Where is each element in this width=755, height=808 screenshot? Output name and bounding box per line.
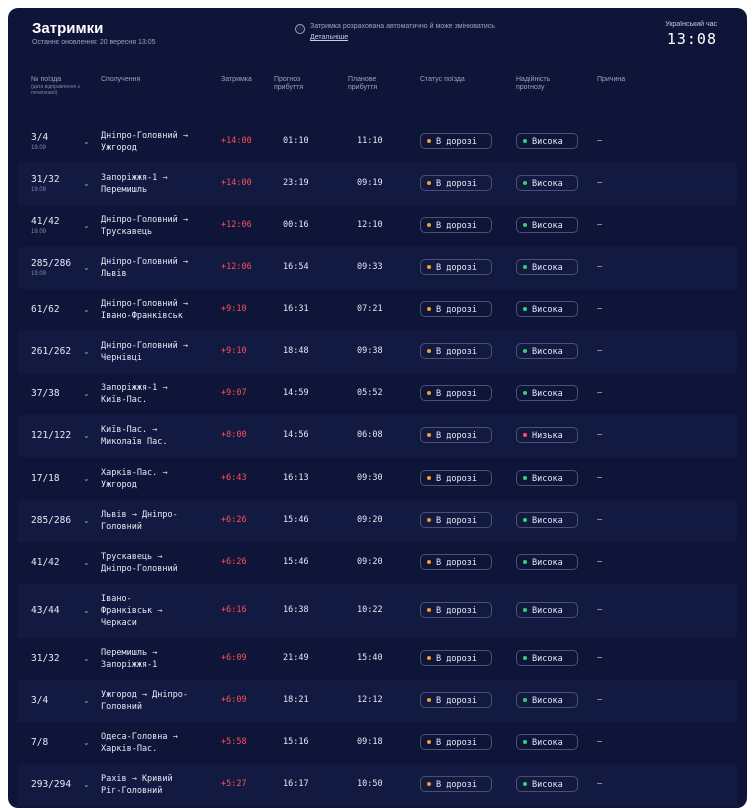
column-header-reason: Причина xyxy=(597,76,626,83)
status-badge xyxy=(420,427,492,443)
route xyxy=(101,689,188,713)
status-badge xyxy=(420,301,492,317)
status-text: В дорозі xyxy=(436,738,477,748)
reliability-text: Висока xyxy=(532,516,563,526)
route-line: Перемишль → xyxy=(101,648,158,658)
status-badge xyxy=(420,133,492,149)
reason-value: — xyxy=(597,779,603,789)
column-header-reliability: Надійність прогнозу xyxy=(516,76,551,91)
delay-value: +6:16 xyxy=(221,605,247,615)
train-number: 37/38 xyxy=(31,388,60,399)
reliability-dot-icon xyxy=(523,265,527,269)
route xyxy=(101,256,188,280)
chevron-down-icon[interactable]: ⌄ xyxy=(83,389,90,398)
route-line: Головний xyxy=(101,522,142,532)
reliability-text: Висока xyxy=(532,696,563,706)
eta-time: 16:31 xyxy=(283,304,309,314)
eta-time: 21:49 xyxy=(283,653,309,663)
reliability-badge xyxy=(516,602,578,618)
route-line: Рахів → Кривий xyxy=(101,774,173,784)
route-line: Франківськ → xyxy=(101,606,163,616)
reliability-badge xyxy=(516,512,578,528)
status-dot-icon xyxy=(427,608,431,612)
train-number: 41/42 xyxy=(31,557,60,568)
table-row[interactable] xyxy=(18,163,737,205)
clock: 13:08 xyxy=(666,30,717,48)
status-dot-icon xyxy=(427,518,431,522)
scheduled-time: 10:22 xyxy=(357,605,383,615)
route-line: Ужгород xyxy=(101,143,137,153)
chevron-down-icon[interactable]: ⌄ xyxy=(83,558,90,567)
table-row[interactable] xyxy=(18,500,737,542)
table-row[interactable] xyxy=(18,247,737,289)
table-row[interactable] xyxy=(18,457,737,500)
chevron-down-icon[interactable]: ⌄ xyxy=(83,221,90,230)
route-line: Трускавець → xyxy=(101,552,163,562)
status-badge xyxy=(420,776,492,792)
column-header-status: Статус поїзда xyxy=(420,76,465,83)
status-dot-icon xyxy=(427,265,431,269)
chevron-down-icon[interactable]: ⌄ xyxy=(83,431,90,440)
reason-value: — xyxy=(597,515,603,525)
status-text: В дорозі xyxy=(436,347,477,357)
status-badge xyxy=(420,734,492,750)
reliability-dot-icon xyxy=(523,223,527,227)
reason-value: — xyxy=(597,262,603,272)
reliability-dot-icon xyxy=(523,307,527,311)
status-badge xyxy=(420,512,492,528)
eta-time: 14:59 xyxy=(283,388,309,398)
route xyxy=(101,773,173,797)
scheduled-time: 05:52 xyxy=(357,388,383,398)
route-line: Головний xyxy=(101,702,142,712)
route-line: Ужгород xyxy=(101,480,137,490)
reliability-text: Висока xyxy=(532,263,563,273)
table-row[interactable] xyxy=(18,415,737,457)
delay-value: +6:26 xyxy=(221,515,247,525)
reliability-text: Висока xyxy=(532,606,563,616)
status-text: В дорозі xyxy=(436,516,477,526)
info-icon: ⓘ xyxy=(296,26,303,32)
eta-time: 00:16 xyxy=(283,220,309,230)
scheduled-time: 09:30 xyxy=(357,473,383,483)
scheduled-time: 09:19 xyxy=(357,178,383,188)
chevron-down-icon[interactable]: ⌄ xyxy=(83,696,90,705)
status-badge xyxy=(420,650,492,666)
table-row[interactable] xyxy=(18,638,737,680)
status-badge xyxy=(420,259,492,275)
column-header-scheduled: Планове прибуття xyxy=(348,76,378,91)
route xyxy=(101,551,178,575)
reliability-text: Висока xyxy=(532,558,563,568)
reliability-dot-icon xyxy=(523,476,527,480)
route-line: Трускавець xyxy=(101,227,153,237)
status-badge xyxy=(420,175,492,191)
eta-time: 16:13 xyxy=(283,473,309,483)
route-line: Київ-Пас. xyxy=(101,395,148,405)
reliability-text: Низька xyxy=(532,431,563,441)
column-header-eta: Прогноз прибуття xyxy=(274,76,304,91)
scheduled-time: 10:50 xyxy=(357,779,383,789)
reliability-badge xyxy=(516,470,578,486)
route xyxy=(101,382,168,406)
route-line: Черкаси xyxy=(101,618,137,628)
status-text: В дорозі xyxy=(436,305,477,315)
table-row[interactable] xyxy=(18,331,737,373)
chevron-down-icon[interactable]: ⌄ xyxy=(83,738,90,747)
delay-value: +9:10 xyxy=(221,304,247,314)
reliability-dot-icon xyxy=(523,608,527,612)
reliability-dot-icon xyxy=(523,391,527,395)
status-dot-icon xyxy=(427,740,431,744)
status-badge xyxy=(420,217,492,233)
departure-date: 19.09 xyxy=(31,187,47,193)
reliability-text: Висока xyxy=(532,179,563,189)
reliability-dot-icon xyxy=(523,560,527,564)
reliability-text: Висока xyxy=(532,347,563,357)
route-line: Харків-Пас. xyxy=(101,744,158,754)
status-text: В дорозі xyxy=(436,263,477,273)
table-row[interactable] xyxy=(18,722,737,764)
route xyxy=(101,424,168,448)
route xyxy=(101,214,188,238)
status-dot-icon xyxy=(427,656,431,660)
chevron-down-icon[interactable]: ⌄ xyxy=(83,137,90,146)
route-line: Дніпро-Головний → xyxy=(101,215,188,225)
train-number: 7/8 xyxy=(31,737,49,748)
status-text: В дорозі xyxy=(436,780,477,790)
reason-value: — xyxy=(597,737,603,747)
status-text: В дорозі xyxy=(436,696,477,706)
route-line: Одеса-Головна → xyxy=(101,732,178,742)
scheduled-time: 12:10 xyxy=(357,220,383,230)
route-line: Чернівці xyxy=(101,353,142,363)
table-row[interactable] xyxy=(18,205,737,247)
eta-time: 16:17 xyxy=(283,779,309,789)
table-row[interactable] xyxy=(18,542,737,584)
reliability-text: Висока xyxy=(532,738,563,748)
chevron-down-icon[interactable]: ⌄ xyxy=(83,654,90,663)
departure-date: 19.09 xyxy=(31,271,47,277)
reliability-badge xyxy=(516,175,578,191)
reliability-dot-icon xyxy=(523,782,527,786)
reliability-badge xyxy=(516,259,578,275)
delay-value: +5:58 xyxy=(221,737,247,747)
route-line: Запоріжжя-1 → xyxy=(101,173,168,183)
reason-value: — xyxy=(597,653,603,663)
column-header-route: Сполучення xyxy=(101,76,141,83)
reliability-dot-icon xyxy=(523,698,527,702)
eta-time: 23:19 xyxy=(283,178,309,188)
train-number: 31/32 xyxy=(31,174,60,185)
status-dot-icon xyxy=(427,560,431,564)
table-row[interactable] xyxy=(18,120,737,163)
route xyxy=(101,298,188,322)
scheduled-time: 11:10 xyxy=(357,136,383,146)
route-line: Івано-Франківськ xyxy=(101,311,183,321)
route xyxy=(101,731,178,755)
route-line: Івано- xyxy=(101,594,132,604)
chevron-down-icon[interactable]: ⌄ xyxy=(83,263,90,272)
train-number: 293/294 xyxy=(31,779,72,790)
status-text: В дорозі xyxy=(436,606,477,616)
reliability-badge xyxy=(516,692,578,708)
reason-value: — xyxy=(597,220,603,230)
train-number: 3/4 xyxy=(31,695,49,706)
reliability-text: Висока xyxy=(532,389,563,399)
reliability-badge xyxy=(516,776,578,792)
reason-value: — xyxy=(597,605,603,615)
reliability-dot-icon xyxy=(523,181,527,185)
route xyxy=(101,593,162,629)
reliability-badge xyxy=(516,217,578,233)
reliability-dot-icon xyxy=(523,656,527,660)
status-dot-icon xyxy=(427,307,431,311)
table-row[interactable] xyxy=(18,680,737,722)
reason-value: — xyxy=(597,557,603,567)
delay-value: +8:00 xyxy=(221,430,247,440)
reason-value: — xyxy=(597,473,603,483)
scheduled-time: 09:20 xyxy=(357,557,383,567)
eta-time: 16:54 xyxy=(283,262,309,272)
reliability-badge xyxy=(516,133,578,149)
status-badge xyxy=(420,554,492,570)
delay-value: +6:26 xyxy=(221,557,247,567)
train-number: 285/286 xyxy=(31,515,72,526)
delay-value: +6:43 xyxy=(221,473,247,483)
status-dot-icon xyxy=(427,476,431,480)
status-badge xyxy=(420,343,492,359)
column-header-train-sub: (дата відправлення з початкової) xyxy=(31,84,80,96)
chevron-down-icon[interactable]: ⌄ xyxy=(83,606,90,615)
route xyxy=(101,509,178,533)
status-text: В дорозі xyxy=(436,474,477,484)
train-number: 31/32 xyxy=(31,653,60,664)
delay-value: +9:07 xyxy=(221,388,247,398)
reason-value: — xyxy=(597,178,603,188)
route-line: Ріг-Головний xyxy=(101,786,163,796)
status-dot-icon xyxy=(427,782,431,786)
status-text: В дорозі xyxy=(436,558,477,568)
route-line: Львів xyxy=(101,269,127,279)
status-dot-icon xyxy=(427,391,431,395)
eta-time: 01:10 xyxy=(283,136,309,146)
route-line: Миколаїв Пас. xyxy=(101,437,168,447)
eta-time: 18:48 xyxy=(283,346,309,356)
reliability-text: Висока xyxy=(532,221,563,231)
reason-value: — xyxy=(597,388,603,398)
route-line: Дніпро-Головний xyxy=(101,564,178,574)
route xyxy=(101,647,157,671)
chevron-down-icon[interactable]: ⌄ xyxy=(83,347,90,356)
reliability-dot-icon xyxy=(523,349,527,353)
route-line: Ужгород → Дніпро- xyxy=(101,690,188,700)
delay-value: +12:06 xyxy=(221,262,252,272)
eta-time: 18:21 xyxy=(283,695,309,705)
eta-time: 16:38 xyxy=(283,605,309,615)
status-dot-icon xyxy=(427,181,431,185)
route-line: Київ-Пас. → xyxy=(101,425,158,435)
reliability-badge xyxy=(516,301,578,317)
route xyxy=(101,467,168,491)
ukrainian-time-label: Український час xyxy=(665,21,717,28)
route xyxy=(101,172,168,196)
chevron-down-icon[interactable]: ⌄ xyxy=(83,516,90,525)
route-line: Харків-Пас. → xyxy=(101,468,168,478)
reliability-badge xyxy=(516,427,578,443)
scheduled-time: 06:08 xyxy=(357,430,383,440)
eta-time: 15:46 xyxy=(283,557,309,567)
train-number: 261/262 xyxy=(31,346,72,357)
chevron-down-icon[interactable]: ⌄ xyxy=(83,780,90,789)
scheduled-time: 12:12 xyxy=(357,695,383,705)
delay-value: +5:27 xyxy=(221,779,247,789)
reason-value: — xyxy=(597,430,603,440)
eta-time: 15:46 xyxy=(283,515,309,525)
reliability-text: Висока xyxy=(532,654,563,664)
route-line: Запоріжжя-1 → xyxy=(101,383,168,393)
column-header-train: № поїзда (дата відправлення з початкової) xyxy=(31,76,91,96)
reason-value: — xyxy=(597,695,603,705)
scheduled-time: 09:20 xyxy=(357,515,383,525)
delays-panel xyxy=(8,8,747,808)
reliability-text: Висока xyxy=(532,780,563,790)
train-number: 3/4 xyxy=(31,132,49,143)
status-dot-icon xyxy=(427,139,431,143)
status-text: В дорозі xyxy=(436,179,477,189)
info-text: Затримка розрахована автоматично й може змінюватись xyxy=(310,23,495,30)
departure-date: 19.09 xyxy=(31,145,47,151)
table-row[interactable] xyxy=(18,289,737,331)
reliability-dot-icon xyxy=(523,518,527,522)
route xyxy=(101,130,188,154)
last-updated-text: Останнє оновлення: 20 вересня 13:05 xyxy=(32,39,156,46)
status-dot-icon xyxy=(427,223,431,227)
status-text: В дорозі xyxy=(436,654,477,664)
reliability-dot-icon xyxy=(523,433,527,437)
reliability-badge xyxy=(516,650,578,666)
delay-value: +6:09 xyxy=(221,653,247,663)
status-dot-icon xyxy=(427,433,431,437)
status-text: В дорозі xyxy=(436,137,477,147)
reliability-badge xyxy=(516,385,578,401)
train-number: 43/44 xyxy=(31,605,60,616)
status-dot-icon xyxy=(427,698,431,702)
reliability-badge xyxy=(516,343,578,359)
reason-value: — xyxy=(597,346,603,356)
train-number: 285/286 xyxy=(31,258,72,269)
status-dot-icon xyxy=(427,349,431,353)
train-number: 121/122 xyxy=(31,430,72,441)
route-line: Запоріжжя-1 xyxy=(101,660,158,670)
reliability-dot-icon xyxy=(523,740,527,744)
route-line: Львів → Дніпро- xyxy=(101,510,178,520)
details-link[interactable]: Детальніше xyxy=(310,34,349,41)
route-line: Дніпро-Головний → xyxy=(101,299,188,309)
chevron-down-icon[interactable]: ⌄ xyxy=(83,474,90,483)
scheduled-time: 09:33 xyxy=(357,262,383,272)
train-number: 61/62 xyxy=(31,304,60,315)
scheduled-time: 09:38 xyxy=(357,346,383,356)
chevron-down-icon[interactable]: ⌄ xyxy=(83,179,90,188)
route-line: Дніпро-Головний → xyxy=(101,131,188,141)
delay-value: +12:06 xyxy=(221,220,252,230)
page-title: Затримки xyxy=(32,20,104,37)
table-row[interactable] xyxy=(18,584,737,638)
train-number: 17/18 xyxy=(31,473,60,484)
status-text: В дорозі xyxy=(436,431,477,441)
reliability-text: Висока xyxy=(532,305,563,315)
status-badge xyxy=(420,470,492,486)
delay-value: +14:00 xyxy=(221,136,252,146)
status-text: В дорозі xyxy=(436,221,477,231)
reliability-text: Висока xyxy=(532,137,563,147)
route-line: Перемишль xyxy=(101,185,148,195)
table-row[interactable] xyxy=(18,373,737,415)
route xyxy=(101,340,188,364)
status-text: В дорозі xyxy=(436,389,477,399)
eta-time: 15:16 xyxy=(283,737,309,747)
reason-value: — xyxy=(597,304,603,314)
eta-time: 14:56 xyxy=(283,430,309,440)
reliability-badge xyxy=(516,734,578,750)
status-badge xyxy=(420,602,492,618)
status-badge xyxy=(420,385,492,401)
delay-value: +14:00 xyxy=(221,178,252,188)
scheduled-time: 15:40 xyxy=(357,653,383,663)
route-line: Дніпро-Головний → xyxy=(101,257,188,267)
reliability-text: Висока xyxy=(532,474,563,484)
train-number: 41/42 xyxy=(31,216,60,227)
reason-value: — xyxy=(597,136,603,146)
chevron-down-icon[interactable]: ⌄ xyxy=(83,305,90,314)
reliability-dot-icon xyxy=(523,139,527,143)
column-header-delay: Затримка xyxy=(221,76,252,83)
route-line: Дніпро-Головний → xyxy=(101,341,188,351)
status-badge xyxy=(420,692,492,708)
reliability-badge xyxy=(516,554,578,570)
departure-date: 19.09 xyxy=(31,229,47,235)
delay-value: +9:10 xyxy=(221,346,247,356)
scheduled-time: 07:21 xyxy=(357,304,383,314)
scheduled-time: 09:18 xyxy=(357,737,383,747)
delay-value: +6:09 xyxy=(221,695,247,705)
